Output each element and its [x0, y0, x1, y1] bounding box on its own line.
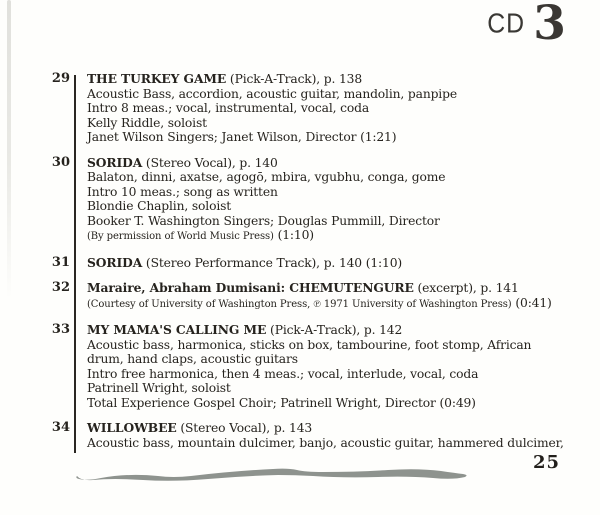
track-detail-line [87, 214, 445, 229]
text-segment: (Courtesy of University of Washington Press, ℗ 1971 University of Washington Press) [87, 298, 512, 310]
track-detail-line [87, 436, 564, 451]
track-entry [40, 256, 580, 271]
track-detail-line [87, 396, 531, 411]
track-body [74, 256, 402, 271]
text-segment: Acoustic bass, mountain dulcimer, banjo, acoustic guitar, hammered dulcimer, [87, 435, 564, 450]
track-entry [40, 72, 580, 145]
text-segment: MY MAMA'S CALLING ME [87, 322, 267, 337]
track-detail-line [87, 199, 445, 214]
track-title [87, 421, 564, 436]
track-title [87, 256, 402, 271]
text-segment: Intro 10 meas.; song as written [87, 184, 278, 199]
text-segment: SORIDA [87, 254, 143, 270]
track-title [87, 156, 445, 171]
text-segment: (Stereo Vocal), p. 140 [142, 155, 278, 170]
track-detail-line [87, 87, 457, 102]
text-segment: Janet Wilson Singers; Janet Wilson, Director (1:21) [87, 130, 397, 144]
text-segment: drum, hand claps, acoustic guitars [87, 352, 298, 366]
track-detail-line [87, 228, 445, 245]
track-number: 32 [51, 280, 70, 295]
track-detail-line [87, 101, 457, 116]
text-segment: Booker T. Washington Singers; Douglas Pummill, Director [87, 213, 440, 228]
track-entry [40, 281, 580, 312]
track-title [87, 281, 552, 296]
track-body [74, 421, 564, 450]
text-segment: THE TURKEY GAME [87, 71, 227, 86]
cd-label: CD [487, 8, 526, 39]
track-body [74, 323, 531, 410]
page-number: 25 [533, 452, 561, 473]
text-segment: (0:41) [511, 295, 552, 310]
text-segment: (Pick-A-Track), p. 142 [266, 323, 403, 337]
track-entry [40, 323, 580, 410]
track-number: 34 [51, 420, 70, 435]
text-segment: Intro 8 meas.; vocal, instrumental, vocal, coda [87, 101, 370, 115]
track-detail-line [87, 352, 531, 367]
track-detail-line [87, 296, 552, 313]
track-title [87, 323, 531, 338]
text-segment: (Pick-A-Track), p. 138 [226, 72, 363, 86]
track-list [40, 72, 580, 461]
track-title [87, 72, 457, 87]
track-body [74, 156, 445, 245]
text-segment: Maraire, Abraham Dumisani: CHEMUTENGURE [87, 280, 414, 295]
text-segment: Total Experience Gospel Choir; Patrinell Wright, Director (0:49) [87, 395, 476, 410]
track-detail-line [87, 130, 457, 145]
scan-edge-artifact [7, 0, 11, 300]
text-segment: Blondie Chaplin, soloist [87, 199, 232, 213]
text-segment: Balaton, dinni, axatse, agogō, mbira, vgubhu, conga, gome [87, 170, 446, 184]
track-number: 30 [51, 154, 70, 170]
text-segment: Intro free harmonica, then 4 meas.; vocal, interlude, vocal, coda [87, 366, 479, 381]
text-segment: (excerpt), p. 141 [413, 281, 519, 295]
cd-header [484, 0, 566, 51]
track-entry [40, 421, 580, 450]
text-segment: Acoustic bass, harmonica, sticks on box, tambourine, foot stomp, African [87, 337, 532, 352]
text-segment: Kelly Riddle, soloist [87, 115, 207, 130]
track-number: 29 [51, 71, 70, 86]
track-body [74, 72, 457, 145]
brush-stroke-artifact [73, 459, 473, 487]
track-detail-line [87, 367, 531, 382]
cd-number: 3 [533, 0, 566, 51]
text-segment: (By permission of World Music Press) [87, 231, 274, 242]
track-body [74, 281, 552, 312]
text-segment: Acoustic Bass, accordion, acoustic guitar, mandolin, panpipe [87, 86, 457, 101]
track-detail-line [87, 116, 457, 131]
text-segment: WILLOWBEE [87, 420, 177, 435]
track-detail-line [87, 185, 445, 200]
track-entry [40, 156, 580, 245]
text-segment: Patrinell Wright, soloist [87, 381, 231, 395]
track-detail-line [87, 381, 531, 396]
text-segment: (1:10) [273, 228, 314, 242]
text-segment: (Stereo Performance Track), p. 140 (1:10) [142, 255, 403, 270]
track-detail-line [87, 170, 445, 185]
track-detail-line [87, 338, 531, 353]
text-segment: SORIDA [87, 154, 143, 170]
track-number: 33 [51, 322, 70, 337]
track-number: 31 [51, 254, 70, 270]
text-segment: (Stereo Vocal), p. 143 [176, 421, 313, 435]
